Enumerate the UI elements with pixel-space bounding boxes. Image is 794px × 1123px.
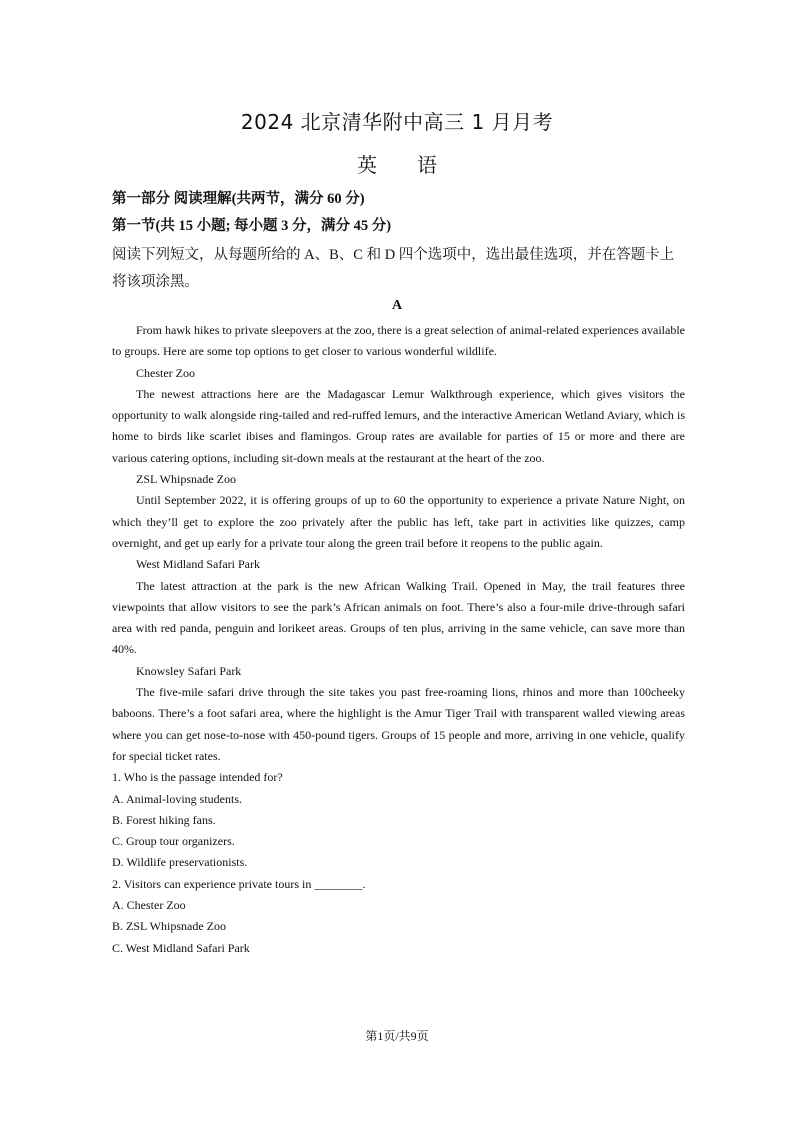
part-heading: 第一部分 阅读理解(共两节，满分 60 分)	[112, 191, 365, 207]
subsection-heading: 第一节(共 15 小题; 每小题 3 分，满分 45 分)	[112, 218, 392, 234]
attraction-text: The five-mile safari drive through the site takes you past free-roaming lions, rhinos and more than 100cheeky baboons. There’s a foot safari area, where the highlight is the Amur Tiger Trail with transparent walled viewing areas where you can get nose-to-nose with 450-pound tigers. Groups of 15 people and more, arriving in one vehicle, qualify for special ticket rates.	[112, 685, 685, 763]
attraction-name: ZSL Whipsnade Zoo	[136, 472, 236, 487]
exam-title: 2024 北京清华附中高三 1 月月考	[240, 110, 554, 134]
question-option: C. West Midland Safari Park	[112, 940, 250, 955]
attraction-text: Until September 2022, it is offering groups of up to 60 the opportunity to experience a private Nature Night, on which they’ll get to explore the zoo privately after the public has left, take part in activities like quizzes, camp overnight, and get up early for a private tour along the green trail before it reopens to the public again.	[112, 493, 685, 550]
question-option: A. Chester Zoo	[112, 898, 186, 913]
question-option: B. Forest hiking fans.	[112, 812, 216, 827]
question-option: C. Group tour organizers.	[112, 834, 235, 849]
attraction-name: Knowsley Safari Park	[136, 663, 242, 678]
passage-body	[112, 320, 685, 959]
question-option: B. ZSL Whipsnade Zoo	[112, 919, 226, 934]
question-option: D. Wildlife preservationists.	[112, 855, 248, 870]
page-number: 第1页/共9页	[365, 1029, 429, 1043]
question-stem: 2. Visitors can experience private tours in ________.	[112, 876, 366, 891]
attraction-name: West Midland Safari Park	[136, 557, 261, 572]
instruction-text: 阅读下列短文，从每题所给的 A、B、C 和 D 四个选项中，选出最佳选项，并在答题卡上将该项涂黑。	[112, 247, 675, 290]
passage-intro: From hawk hikes to private sleepovers at the zoo, there is a great selection of animal-related experiences available to groups. Here are some top options to get closer to various wonderful wildlife.	[112, 323, 685, 359]
attraction-text: The latest attraction at the park is the new African Walking Trail. Opened in May, the trail features three viewpoints that allow visitors to see the park’s African animals on foot. There’s also a four-mile drive-through safari area with red panda, penguin and lorikeet areas. Groups of ten plus, arriving in the same vehicle, can save more than 40%.	[112, 578, 685, 657]
passage-label: A	[391, 298, 403, 313]
subject-title: 英语	[357, 153, 477, 177]
question-option: A. Animal-loving students.	[112, 791, 242, 806]
attraction-text: The newest attractions here are the Madagascar Lemur Walkthrough experience, which gives visitors the opportunity to walk alongside ring-tailed and red-ruffed lemurs, and the interactive American Wetland Aviary, which is home to birds like scarlet ibises and flamingos. Group rates are available for parties of 15 or more and there are various catering options, including sit-down meals at the restaurant at the heart of the zoo.	[112, 386, 685, 465]
question-stem: 1. Who is the passage intended for?	[112, 770, 283, 785]
attraction-name: Chester Zoo	[136, 365, 195, 380]
